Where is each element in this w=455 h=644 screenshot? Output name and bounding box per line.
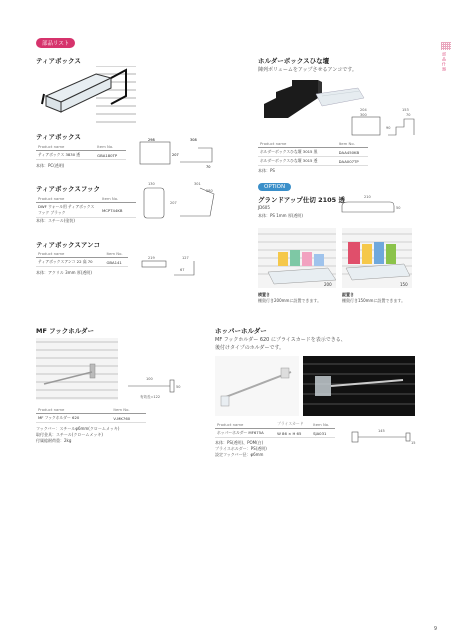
hook-spec-table: Product name Item No. DWF ウォール用 ティアボックスフック ブラック MCPT44KB bbox=[36, 195, 136, 218]
photo-horizontal bbox=[258, 228, 336, 288]
svg-text:100: 100 bbox=[146, 377, 153, 381]
svg-text:308: 308 bbox=[190, 138, 197, 142]
tray-heading: ティアボックス bbox=[36, 133, 81, 141]
svg-text:15: 15 bbox=[411, 441, 416, 445]
svg-text:207: 207 bbox=[170, 201, 177, 205]
hopper-note-3: 設定フックバー径：φ6mm bbox=[215, 452, 264, 457]
mf-hook-spec-table: Product name Item No. MF フックホルダー 620 V-MK760 bbox=[36, 406, 146, 423]
tray-photo bbox=[36, 66, 136, 128]
hopper-title: ホッパーホルダー bbox=[215, 327, 267, 335]
svg-text:有効長=122: 有効長=122 bbox=[140, 395, 161, 399]
photo-left-caption: 横置き bbox=[258, 292, 270, 297]
grand-code: JD605 bbox=[258, 205, 270, 210]
photo-left-desc: 棚奥行き200mmに設置できます。 bbox=[258, 298, 322, 303]
mf-hook-title: MF フックホルダー bbox=[36, 327, 94, 335]
svg-text:70: 70 bbox=[406, 113, 411, 117]
option-tag: OPTION bbox=[258, 183, 291, 191]
svg-text:145: 145 bbox=[378, 429, 385, 433]
hook-diagram bbox=[140, 180, 220, 222]
hopper-note-2: プライスホルダー：PS(透明) bbox=[215, 446, 267, 451]
photo-right-desc: 棚奥行き150mmに設置できます。 bbox=[342, 298, 406, 303]
hopper-sub-1: MF フックホルダー 620 にプライスカードを表示できる、 bbox=[215, 337, 346, 343]
anko-title: ティアボックスアンコ bbox=[36, 241, 101, 249]
hook-title: ティアボックスフック bbox=[36, 185, 100, 193]
svg-text:298: 298 bbox=[148, 138, 155, 142]
tray-title: ティアボックス bbox=[36, 57, 81, 65]
svg-text:90: 90 bbox=[386, 126, 391, 130]
anko-diagram bbox=[140, 255, 200, 279]
hook-note: 本体：スチール(塗装) bbox=[36, 218, 75, 223]
holder-note: 本体：PS bbox=[258, 168, 275, 173]
svg-text:204: 204 bbox=[360, 108, 367, 112]
svg-text:207: 207 bbox=[172, 153, 179, 157]
svg-text:70: 70 bbox=[206, 165, 211, 169]
tray-spec-table: Product name Item No. ティアボックス 3830 透 GBA180TP bbox=[36, 143, 126, 160]
hopper-sub-2: 後付けタイプのホルダーです。 bbox=[215, 345, 285, 351]
holder-spec-table: Product name Item No. ホルダーボックスひな壇 3015 黒 DAA450KB ホルダーボックスひな壇 3015 透 DAA007TP bbox=[258, 140, 368, 166]
mf-hook-note-3: 付属総耐荷重：2kg bbox=[36, 438, 72, 443]
svg-text:67: 67 bbox=[180, 268, 185, 272]
mf-hook-photo bbox=[36, 338, 118, 400]
svg-text:130: 130 bbox=[148, 182, 155, 186]
hopper-spec-table: Product name プライスカード Item No. ホッパーホルダー MF675A W 86 × H 65 SJA031 bbox=[215, 420, 335, 438]
mf-hook-diagram bbox=[124, 368, 186, 402]
side-index-label: 部品什器 bbox=[442, 52, 447, 72]
holder-diagram bbox=[350, 107, 418, 137]
svg-text:280: 280 bbox=[206, 189, 213, 193]
side-index-tab[interactable] bbox=[441, 42, 451, 72]
hopper-diagram bbox=[350, 424, 416, 448]
page-number: 9 bbox=[433, 626, 437, 632]
svg-text:50: 50 bbox=[176, 385, 181, 389]
mf-hook-note-1: フックバー：スチールφ6mm(クロームメッキ) bbox=[36, 426, 120, 431]
svg-text:127: 127 bbox=[182, 256, 189, 260]
holder-title: ホルダーボックスひな壇 bbox=[258, 57, 330, 65]
grand-title: グランドアップ仕切 2105 透 bbox=[258, 196, 345, 204]
hopper-photo-left bbox=[215, 356, 299, 416]
svg-text:219: 219 bbox=[148, 256, 155, 260]
anko-spec-table: Product name Item No. ティアボックスアンコ 22 高 70 GBA141 bbox=[36, 250, 128, 267]
photo-right-caption: 縦置き bbox=[342, 292, 354, 297]
section-tag: 部品リスト bbox=[36, 38, 75, 48]
mf-hook-note-2: 取付金具：スチール(クロームメッキ) bbox=[36, 432, 103, 437]
grid-icon bbox=[441, 42, 451, 50]
svg-text:300: 300 bbox=[360, 113, 367, 117]
tray-diagram bbox=[138, 138, 218, 170]
hopper-photo-right bbox=[303, 356, 415, 416]
photo-vertical bbox=[342, 228, 412, 288]
svg-text:210: 210 bbox=[364, 195, 371, 199]
svg-text:153: 153 bbox=[402, 108, 409, 112]
svg-text:50: 50 bbox=[396, 206, 401, 210]
svg-text:200: 200 bbox=[324, 282, 332, 287]
grand-note: 本体：PS 1mm 厚(透明) bbox=[258, 213, 303, 218]
holder-subtitle: 陳列ボリュームをアップさせるアンコです。 bbox=[258, 67, 357, 73]
anko-note: 本体：アクリル 3mm 厚(透明) bbox=[36, 270, 92, 275]
hopper-note-1: 本体：PS(透明)、POM(白) bbox=[215, 440, 264, 445]
svg-text:301: 301 bbox=[194, 182, 201, 186]
tray-note: 本体：PC(透明) bbox=[36, 163, 65, 168]
grand-diagram bbox=[338, 192, 404, 218]
svg-text:150: 150 bbox=[400, 282, 408, 287]
